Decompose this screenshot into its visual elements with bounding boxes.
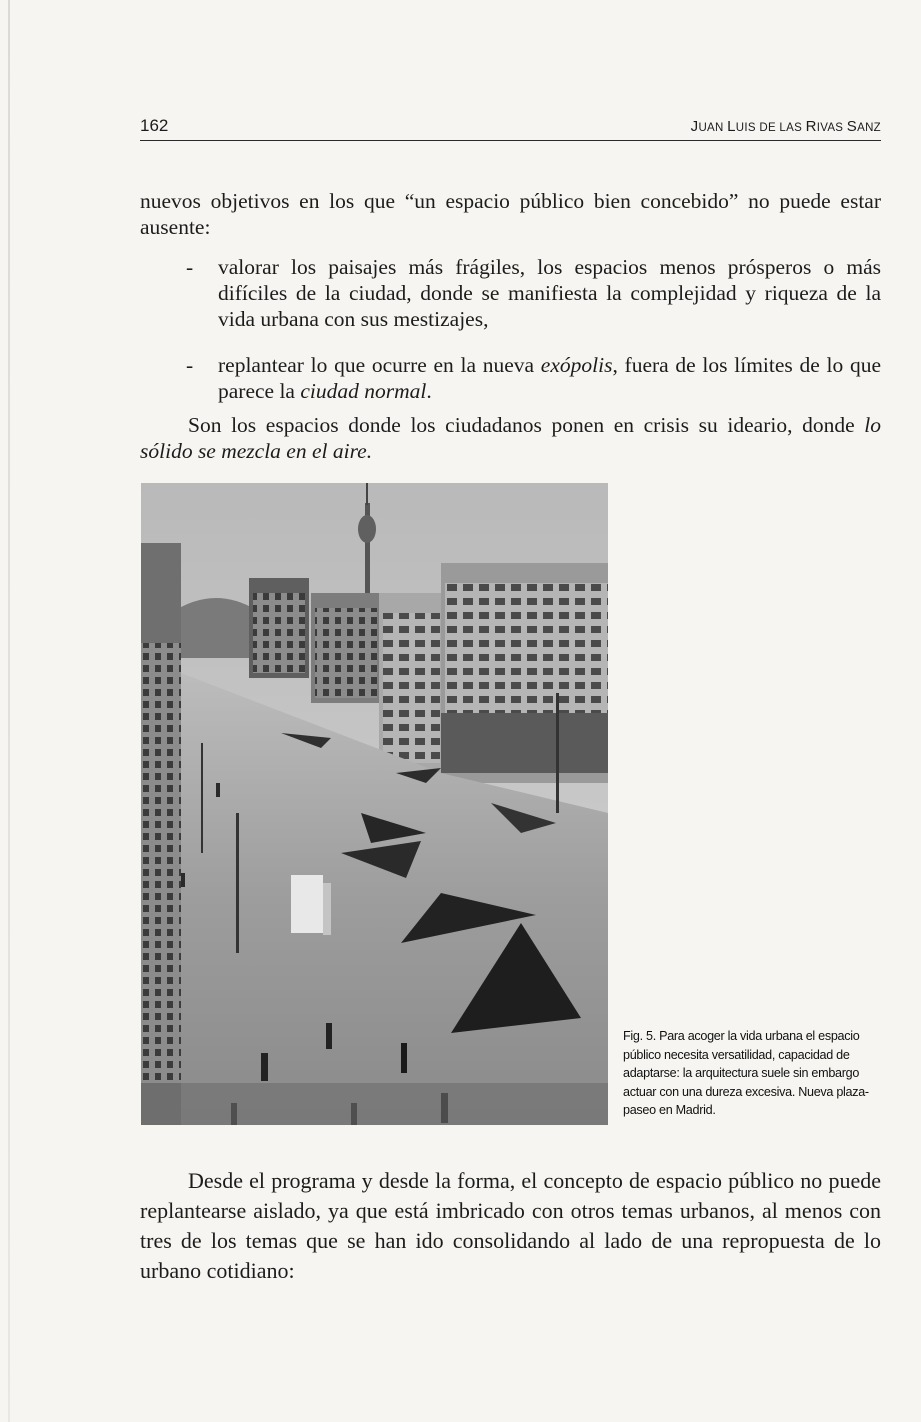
rt-part: UIS DE LAS	[735, 122, 806, 134]
list-item-text: valorar los paisajes más frágiles, los espacios menos prósperos o más difíciles de la ciudad, donde se manifiesta la complejidad y riqueza de la vida urbana con sus mestizajes,	[218, 255, 881, 331]
running-title	[691, 118, 881, 135]
list-item	[140, 352, 881, 404]
italic-phrase: lo sólido se mezcla en el aire.	[140, 413, 881, 463]
running-head	[140, 114, 881, 141]
paragraph-2	[140, 412, 881, 464]
rt-part: L	[727, 118, 736, 135]
figure-photo	[141, 483, 608, 1125]
rt-part: S	[846, 118, 858, 135]
list-dash: -	[186, 255, 194, 279]
list-item-text: .	[426, 379, 432, 403]
page-number: 162	[140, 116, 169, 135]
list-item-text: replantear lo que ocurre en la nueva	[218, 353, 541, 377]
italic-term: ciudad normal	[300, 379, 427, 403]
rt-part: IVAS	[816, 122, 847, 134]
rt-part: UAN	[698, 122, 728, 134]
plaza-photo-illustration	[141, 483, 608, 1125]
rt-part: ANZ	[857, 122, 881, 134]
list-item-text: , fuera de los límites de lo que parece la	[218, 353, 881, 403]
paragraph-text: Son los espacios donde los ciudadanos ponen en crisis su ideario, donde	[188, 413, 865, 437]
rt-part: R	[805, 118, 817, 135]
italic-term: exópolis	[540, 353, 613, 377]
page-edge	[8, 0, 10, 1422]
list-dash: -	[186, 353, 194, 377]
figure-caption: Fig. 5. Para acoger la vida urbana el espacio público necesita versatilidad, capacidad de adaptarse: la arquitectura suele sin embargo actuar con una dureza excesiva. Nueva plaza-paseo en Madrid.	[623, 1029, 869, 1117]
paragraph-3: Desde el programa y desde la forma, el concepto de espacio público no puede replantearse aislado, ya que está imbricado con otros temas urbanos, al menos con tres de los temas que se han ido consolidando al lado de una repropuesta de lo urbano cotidiano:	[140, 1168, 881, 1283]
intro-paragraph: nuevos objetivos en los que “un espacio público bien concebido” no puede estar ausente:	[140, 189, 881, 239]
list-item	[140, 254, 881, 332]
rt-part: J	[690, 118, 699, 135]
bullet-list	[140, 254, 881, 424]
